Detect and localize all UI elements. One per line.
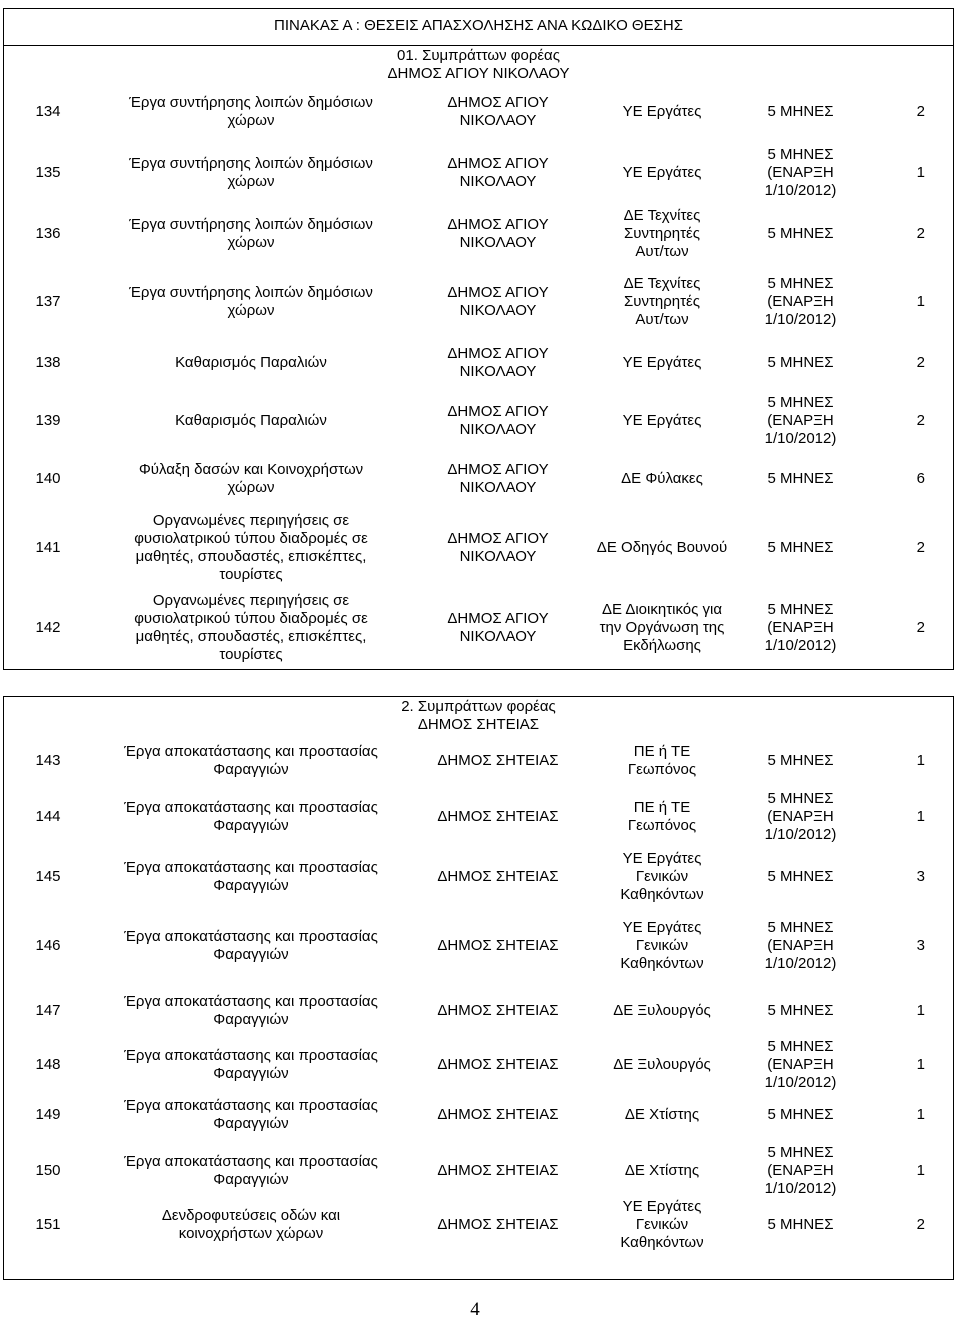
table-row <box>4 339 953 387</box>
section-2-heading-line2: ΔΗΜΟΣ ΣΗΤΕΙΑΣ <box>417 716 540 733</box>
specialty: ΔΕ Ξυλουργός <box>613 1056 711 1073</box>
position-code: 146 <box>35 937 61 954</box>
duration: 5 ΜΗΝΕΣ (ΕΝΑΡΞΗ 1/10/2012) <box>764 790 837 843</box>
project-name: Έργα αποκατάστασης και προστασίας Φαραγγιών <box>124 1047 378 1082</box>
position-code: 141 <box>35 539 61 556</box>
page-number: 4 <box>470 1299 480 1320</box>
position-code: 145 <box>35 868 61 885</box>
table-row <box>4 987 953 1035</box>
position-code: 151 <box>35 1216 61 1233</box>
positions-count: 2 <box>916 619 925 636</box>
project-name: Δενδροφυτεύσεις οδών και κοινοχρήστων χώρων <box>161 1207 341 1242</box>
table-row <box>4 1197 953 1253</box>
duration: 5 ΜΗΝΕΣ <box>767 868 834 885</box>
position-code: 134 <box>35 103 61 120</box>
specialty: ΠΕ ή ΤΕ Γεωπόνος <box>627 799 697 834</box>
organization: ΔΗΜΟΣ ΑΓΙΟΥ ΝΙΚΟΛΑΟΥ <box>447 284 549 319</box>
positions-count: 2 <box>916 412 925 429</box>
position-code: 148 <box>35 1056 61 1073</box>
organization: ΔΗΜΟΣ ΑΓΙΟΥ ΝΙΚΟΛΑΟΥ <box>447 94 549 129</box>
organization: ΔΗΜΟΣ ΑΓΙΟΥ ΝΙΚΟΛΑΟΥ <box>447 216 549 251</box>
table-row <box>4 1143 953 1199</box>
duration: 5 ΜΗΝΕΣ <box>767 103 834 120</box>
position-code: 136 <box>35 225 61 242</box>
project-name: Έργα συντήρησης λοιπών δημόσιων χώρων <box>129 94 373 129</box>
table-row <box>4 787 953 847</box>
table-row <box>4 1089 953 1141</box>
specialty: ΔΕ Διοικητικός για την Οργάνωση της Εκδήλωσης <box>599 601 725 654</box>
organization: ΔΗΜΟΣ ΑΓΙΟΥ ΝΙΚΟΛΑΟΥ <box>447 530 549 565</box>
organization: ΔΗΜΟΣ ΣΗΤΕΙΑΣ <box>437 868 559 885</box>
project-name: Καθαρισμός Παραλιών <box>175 412 327 429</box>
position-code: 144 <box>35 808 61 825</box>
project-name: Έργα συντήρησης λοιπών δημόσιων χώρων <box>129 155 373 190</box>
specialty: ΥΕ Εργάτες <box>622 103 702 120</box>
specialty: ΔΕ Φύλακες <box>621 470 703 487</box>
specialty: ΥΕ Εργάτες <box>622 412 702 429</box>
duration: 5 ΜΗΝΕΣ (ΕΝΑΡΞΗ 1/10/2012) <box>764 601 837 654</box>
table-row <box>4 205 953 263</box>
organization: ΔΗΜΟΣ ΣΗΤΕΙΑΣ <box>437 1216 559 1233</box>
table-row <box>4 85 953 139</box>
project-name: Έργα αποκατάστασης και προστασίας Φαραγγιών <box>124 1097 378 1132</box>
positions-count: 1 <box>916 1106 925 1123</box>
positions-count: 2 <box>916 354 925 371</box>
duration: 5 ΜΗΝΕΣ (ΕΝΑΡΞΗ 1/10/2012) <box>764 275 837 328</box>
duration: 5 ΜΗΝΕΣ <box>767 752 834 769</box>
position-code: 139 <box>35 412 61 429</box>
duration: 5 ΜΗΝΕΣ (ΕΝΑΡΞΗ 1/10/2012) <box>764 394 837 447</box>
positions-count: 6 <box>916 470 925 487</box>
specialty: ΔΕ Ξυλουργός <box>613 1002 711 1019</box>
specialty: ΠΕ ή ΤΕ Γεωπόνος <box>627 743 697 778</box>
position-code: 143 <box>35 752 61 769</box>
organization: ΔΗΜΟΣ ΣΗΤΕΙΑΣ <box>437 1002 559 1019</box>
project-name: Έργα αποκατάστασης και προστασίας Φαραγγιών <box>124 1153 378 1188</box>
positions-count: 1 <box>916 1162 925 1179</box>
specialty: ΔΕ Τεχνίτες Συντηρητές Αυτ/των <box>623 207 701 260</box>
organization: ΔΗΜΟΣ ΣΗΤΕΙΑΣ <box>437 937 559 954</box>
positions-count: 1 <box>916 293 925 310</box>
table-row <box>4 849 953 905</box>
duration: 5 ΜΗΝΕΣ <box>767 225 834 242</box>
positions-count: 2 <box>916 1216 925 1233</box>
organization: ΔΗΜΟΣ ΑΓΙΟΥ ΝΙΚΟΛΑΟΥ <box>447 610 549 645</box>
table-row <box>4 391 953 451</box>
position-code: 150 <box>35 1162 61 1179</box>
table-row <box>4 453 953 505</box>
specialty: ΥΕ Εργάτες Γενικών Καθηκόντων <box>620 1198 704 1251</box>
duration: 5 ΜΗΝΕΣ <box>767 354 834 371</box>
specialty: ΔΕ Τεχνίτες Συντηρητές Αυτ/των <box>623 275 701 328</box>
positions-count: 2 <box>916 539 925 556</box>
project-name: Φύλαξη δασών και Κοινοχρήστων χώρων <box>138 461 364 496</box>
specialty: ΔΕ Χτίστης <box>624 1162 700 1179</box>
position-code: 140 <box>35 470 61 487</box>
specialty: ΥΕ Εργάτες Γενικών Καθηκόντων <box>620 919 704 972</box>
table-row <box>4 587 953 669</box>
organization: ΔΗΜΟΣ ΑΓΙΟΥ ΝΙΚΟΛΑΟΥ <box>447 155 549 190</box>
table-row <box>4 737 953 785</box>
organization: ΔΗΜΟΣ ΣΗΤΕΙΑΣ <box>437 752 559 769</box>
table-row <box>4 265 953 339</box>
table-row <box>4 509 953 587</box>
position-code: 149 <box>35 1106 61 1123</box>
specialty: ΔΕ Οδηγός Βουνού <box>596 539 728 556</box>
project-name: Οργανωμένες περιηγήσεις σε φυσιολατρικού τύπου διαδρομές σε μαθητές, σπουδαστές, επισκέπτες, τουρίστες <box>134 512 368 583</box>
position-code: 135 <box>35 164 61 181</box>
duration: 5 ΜΗΝΕΣ (ΕΝΑΡΞΗ 1/10/2012) <box>764 1144 837 1197</box>
organization: ΔΗΜΟΣ ΣΗΤΕΙΑΣ <box>437 1106 559 1123</box>
specialty: ΥΕ Εργάτες <box>622 164 702 181</box>
positions-count: 1 <box>916 164 925 181</box>
project-name: Καθαρισμός Παραλιών <box>175 354 327 371</box>
organization: ΔΗΜΟΣ ΑΓΙΟΥ ΝΙΚΟΛΑΟΥ <box>447 403 549 438</box>
organization: ΔΗΜΟΣ ΣΗΤΕΙΑΣ <box>437 808 559 825</box>
duration: 5 ΜΗΝΕΣ (ΕΝΑΡΞΗ 1/10/2012) <box>764 146 837 199</box>
duration: 5 ΜΗΝΕΣ (ΕΝΑΡΞΗ 1/10/2012) <box>764 919 837 972</box>
organization: ΔΗΜΟΣ ΣΗΤΕΙΑΣ <box>437 1162 559 1179</box>
specialty: ΔΕ Χτίστης <box>624 1106 700 1123</box>
section-1-heading-line2: ΔΗΜΟΣ ΑΓΙΟΥ ΝΙΚΟΛΑΟΥ <box>387 65 570 82</box>
project-name: Έργα αποκατάστασης και προστασίας Φαραγγιών <box>124 993 378 1028</box>
section-1-heading-line1: 01. Συμπράττων φορέας <box>397 47 560 64</box>
project-name: Έργα αποκατάστασης και προστασίας Φαραγγιών <box>124 799 378 834</box>
table-title: ΠΙΝΑΚΑΣ Α : ΘΕΣΕΙΣ ΑΠΑΣΧΟΛΗΣΗΣ ΑΝΑ ΚΩΔΙΚΟ ΘΕΣΗΣ <box>274 17 683 34</box>
position-code: 137 <box>35 293 61 310</box>
position-code: 142 <box>35 619 61 636</box>
positions-count: 1 <box>916 1056 925 1073</box>
table-row <box>4 143 953 203</box>
title-divider <box>4 45 953 46</box>
positions-count: 3 <box>916 868 925 885</box>
table-row <box>4 905 953 987</box>
organization: ΔΗΜΟΣ ΑΓΙΟΥ ΝΙΚΟΛΑΟΥ <box>447 461 549 496</box>
positions-count: 1 <box>916 752 925 769</box>
specialty: ΥΕ Εργάτες <box>622 354 702 371</box>
duration: 5 ΜΗΝΕΣ <box>767 539 834 556</box>
project-name: Έργα αποκατάστασης και προστασίας Φαραγγιών <box>124 743 378 778</box>
position-code: 147 <box>35 1002 61 1019</box>
section-2-table <box>3 696 954 1280</box>
section-1-table <box>3 8 954 670</box>
positions-count: 3 <box>916 937 925 954</box>
project-name: Οργανωμένες περιηγήσεις σε φυσιολατρικού τύπου διαδρομές σε μαθητές, σπουδαστές, επισκέπτες, τουρίστες <box>134 592 368 663</box>
project-name: Έργα αποκατάστασης και προστασίας Φαραγγιών <box>124 859 378 894</box>
duration: 5 ΜΗΝΕΣ <box>767 1002 834 1019</box>
project-name: Έργα συντήρησης λοιπών δημόσιων χώρων <box>129 216 373 251</box>
duration: 5 ΜΗΝΕΣ <box>767 1216 834 1233</box>
section-2-heading-line1: 2. Συμπράττων φορέας <box>401 698 556 715</box>
duration: 5 ΜΗΝΕΣ <box>767 470 834 487</box>
positions-count: 1 <box>916 1002 925 1019</box>
project-name: Έργα αποκατάστασης και προστασίας Φαραγγιών <box>124 928 378 963</box>
organization: ΔΗΜΟΣ ΑΓΙΟΥ ΝΙΚΟΛΑΟΥ <box>447 345 549 380</box>
duration: 5 ΜΗΝΕΣ (ΕΝΑΡΞΗ 1/10/2012) <box>764 1038 837 1091</box>
table-row <box>4 1037 953 1093</box>
position-code: 138 <box>35 354 61 371</box>
positions-count: 2 <box>916 103 925 120</box>
positions-count: 1 <box>916 808 925 825</box>
duration: 5 ΜΗΝΕΣ <box>767 1106 834 1123</box>
specialty: ΥΕ Εργάτες Γενικών Καθηκόντων <box>620 850 704 903</box>
organization: ΔΗΜΟΣ ΣΗΤΕΙΑΣ <box>437 1056 559 1073</box>
positions-count: 2 <box>916 225 925 242</box>
project-name: Έργα συντήρησης λοιπών δημόσιων χώρων <box>129 284 373 319</box>
